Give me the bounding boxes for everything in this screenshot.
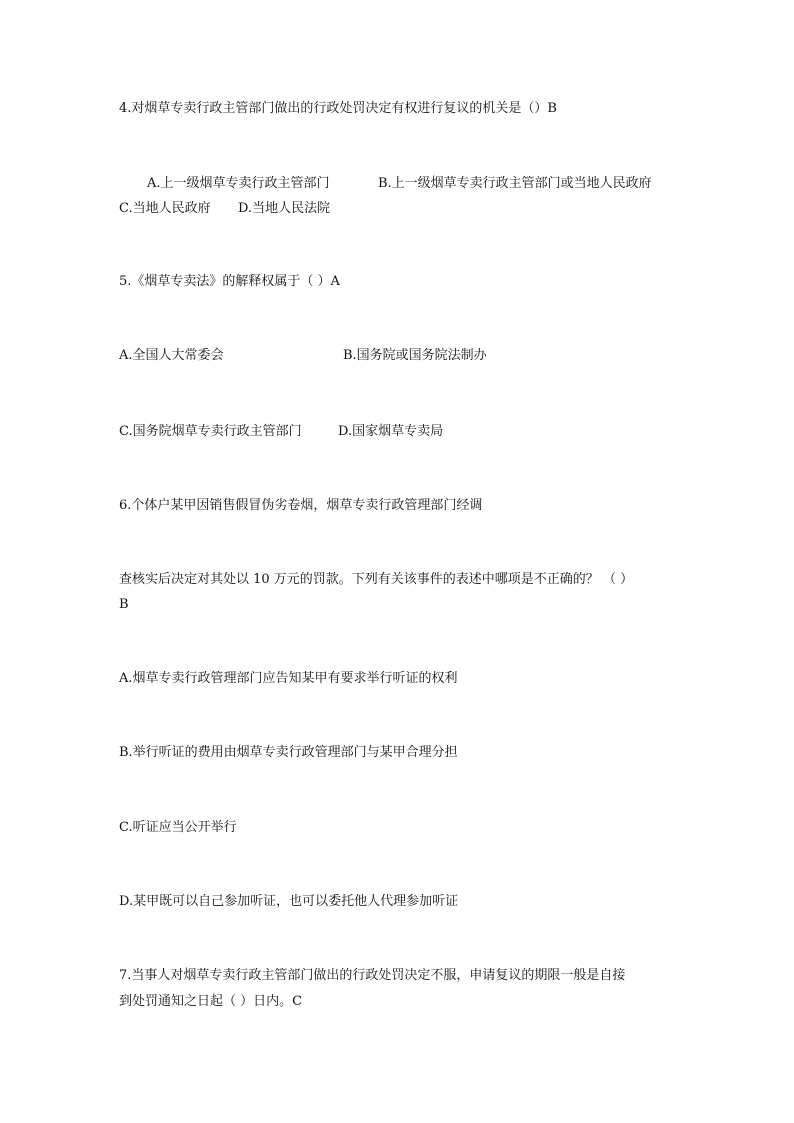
q5-option-c: C.国务院烟草专卖行政主管部门 [119, 424, 302, 439]
q6-option-b: B.举行听证的费用由烟草专卖行政管理部门与某甲合理分担 [119, 745, 458, 760]
q6-option-c: C.听证应当公开举行 [119, 820, 237, 835]
q7-stem-line-2: 到处罚通知之日起（ ）日内。C [119, 994, 303, 1009]
q6-stem-line-2: 查核实后决定对其处以 10 万元的罚款。下列有关该事件的表述中哪项是不正确的？ （ ） [119, 572, 634, 587]
q4-option-d: D.当地人民法院 [238, 201, 331, 216]
q6-stem-line-1: 6.个体户某甲因销售假冒伪劣卷烟，烟草专卖行政管理部门经调 [119, 498, 483, 513]
q4-stem: 4.对烟草专卖行政主管部门做出的行政处罚决定有权进行复议的机关是（）B [119, 101, 557, 116]
q6-option-d: D.某甲既可以自己参加听证，也可以委托他人代理参加听证 [119, 894, 459, 909]
q5-option-a: A.全国人大常委会 [119, 348, 224, 363]
q6-answer: B [119, 597, 129, 612]
q5-option-b: B.国务院或国务院法制办 [343, 348, 487, 363]
q4-option-b: B.上一级烟草专卖行政主管部门或当地人民政府 [378, 176, 652, 191]
q7-stem-line-1: 7.当事人对烟草专卖行政主管部门做出的行政处罚决定不服，申请复议的期限一般是自接 [119, 968, 626, 983]
q5-option-d: D.国家烟草专卖局 [338, 424, 444, 439]
q4-option-c: C.当地人民政府 [119, 201, 211, 216]
q6-option-a: A.烟草专卖行政管理部门应告知某甲有要求举行听证的权利 [119, 671, 458, 686]
q5-stem: 5.《烟草专卖法》的解释权属于（ ）A [119, 274, 340, 289]
q4-option-a: A.上一级烟草专卖行政主管部门 [147, 176, 330, 191]
